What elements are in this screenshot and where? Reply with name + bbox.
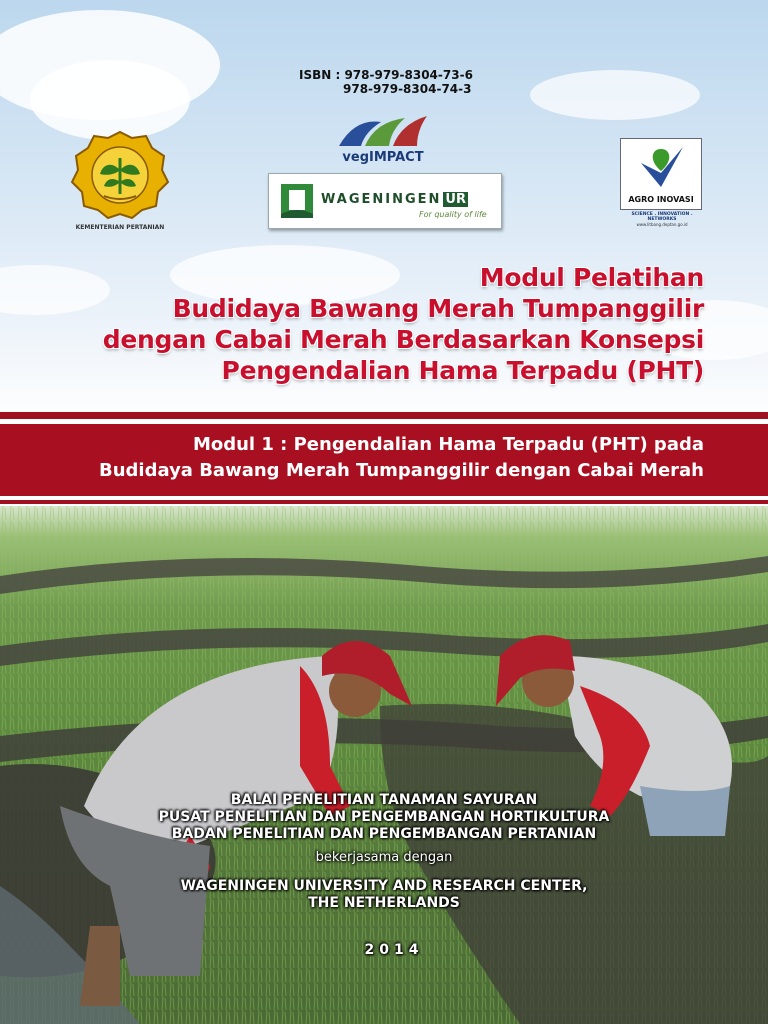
partner-credits bbox=[0, 878, 768, 912]
title-line-3: dengan Cabai Merah Berdasarkan Konsepsi bbox=[102, 325, 704, 354]
agro-inovasi-caption: SCIENCE . INNOVATION . NETWORKS bbox=[631, 212, 693, 222]
vegimpact-fields-icon bbox=[335, 112, 431, 148]
title-line-2: Budidaya Bawang Merah Tumpanggilir bbox=[172, 294, 704, 323]
isbn-text bbox=[299, 68, 473, 96]
agro-leaf-check-icon bbox=[637, 143, 685, 189]
kementerian-logo bbox=[66, 130, 174, 231]
org-line-2: PUSAT PENELITIAN DAN PENGEMBANGAN HORTIKULTURA bbox=[158, 809, 610, 825]
partner-line-2: THE NETHERLANDS bbox=[308, 895, 460, 911]
wageningen-mark-icon bbox=[279, 182, 315, 220]
kementerian-caption: KEMENTERIAN PERTANIAN bbox=[75, 224, 165, 231]
vegimpact-logo bbox=[328, 112, 438, 165]
module-line-2: Budidaya Bawang Merah Tumpanggilir dengan Cabai Merah bbox=[99, 460, 704, 481]
agro-inovasi-label: AGRO INOVASI bbox=[628, 195, 694, 204]
module-line-1: Modul 1 : Pengendalian Hama Terpadu (PHT) pada bbox=[192, 434, 704, 455]
isbn-line2: 978-979-8304-74-3 bbox=[343, 82, 472, 96]
publication-year: 2014 bbox=[364, 942, 424, 958]
band-bottom-stripe bbox=[0, 500, 768, 504]
title-line-4: Pengendalian Hama Terpadu (PHT) bbox=[221, 356, 704, 385]
module-subtitle-band bbox=[0, 424, 768, 496]
agro-inovasi-box bbox=[620, 138, 702, 210]
partner-line-1: WAGENINGEN UNIVERSITY AND RESEARCH CENTER, bbox=[180, 878, 588, 894]
wageningen-logo bbox=[268, 173, 502, 229]
institution-credits bbox=[0, 792, 768, 843]
collaboration-text: bekerjasama dengan bbox=[315, 850, 453, 865]
module-title bbox=[103, 262, 704, 386]
kementerian-emblem-icon bbox=[70, 130, 170, 220]
wageningen-name: WAGENINGEN UR bbox=[321, 192, 466, 207]
band-top-stripe bbox=[0, 412, 768, 419]
isbn-line1: ISBN : 978-979-8304-73-6 bbox=[299, 68, 473, 82]
agro-inovasi-url: www.litbang.deptan.go.id bbox=[636, 222, 688, 227]
title-line-1: Modul Pelatihan bbox=[479, 263, 704, 292]
org-line-3: BADAN PENELITIAN DAN PENGEMBANGAN PERTANIAN bbox=[171, 826, 597, 842]
vegimpact-text: vegIMPACT bbox=[342, 150, 424, 165]
org-line-1: BALAI PENELITIAN TANAMAN SAYURAN bbox=[230, 792, 538, 808]
wageningen-tagline: For quality of life bbox=[419, 210, 487, 219]
agro-inovasi-logo bbox=[620, 138, 704, 227]
